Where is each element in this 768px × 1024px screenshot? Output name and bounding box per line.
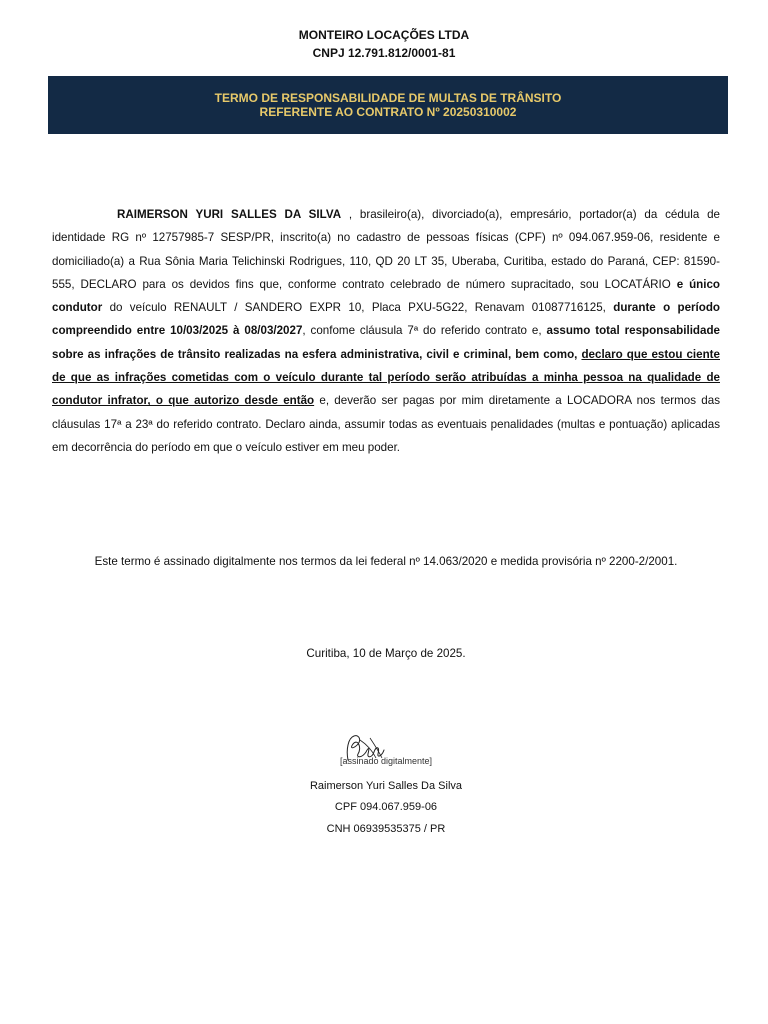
company-name: MONTEIRO LOCAÇÕES LTDA — [298, 28, 470, 42]
signer-cnh: CNH 06939535375 / PR — [326, 823, 446, 835]
rental-period: durante o período compreendido entre 10/03/2025 à 08/03/2027 — [52, 301, 721, 338]
place-and-date: Curitiba, 10 de Março de 2025. — [306, 647, 466, 660]
document-title-line2: REFERENTE AO CONTRATO Nº 20250310002 — [259, 105, 517, 119]
sole-driver-clause: e único condutor — [52, 277, 720, 315]
declaration-paragraph — [52, 203, 720, 459]
infractor-acknowledgement: declaro que estou ciente de que as infrações cometidas com o veículo durante tal período serão atribuídas a minha pessoa na qualidade de condutor infrator, o que autorizo desde então — [52, 347, 720, 408]
company-header — [0, 26, 768, 62]
signer-cpf: CPF 094.067.959-06 — [334, 801, 438, 813]
document-title-banner — [48, 76, 728, 134]
declaration-text-part-1: , brasileiro(a), divorciado(a), empresário, portador(a) da cédula de identidade RG nº 12757985-7 SESP/PR, inscrito(a) no cadastro de pessoas físicas (CPF) nº 094.067.959-06, residente e domiciliado(a) a Rua Sônia Maria Telichinski Rodrigues, 110, QD 20 LT 35, Uberaba, Curitiba, estado do Paraná, CEP: 81590-555, DECLARO para os devidos fins que, conforme contrato celebrado de número supracitado, sou LOCATÁRIO — [52, 208, 720, 291]
payment-clause: e, deverão ser pagas por mim diretamente a LOCADORA nos termos das cláusulas 17ª a 23ª do referido contrato. Declaro ainda, assumir todas as eventuais penalidades (multas e pontuação) aplicadas em decorrência do período em que o veículo estiver em meu poder. — [52, 394, 720, 454]
document-title-line1: TERMO DE RESPONSABILIDADE DE MULTAS DE TRÂNSITO — [214, 91, 562, 105]
declarant-name: RAIMERSON YURI SALLES DA SILVA — [117, 208, 342, 221]
vehicle-details: do veículo RENAULT / SANDERO EXPR 10, Placa PXU-5G22, Renavam 01087716125, — [102, 301, 614, 315]
clause-reference: , confome cláusula 7ª do referido contrato e, — [302, 324, 547, 338]
signer-name: Raimerson Yuri Salles Da Silva — [309, 780, 463, 792]
company-cnpj: CNPJ 12.791.812/0001-81 — [312, 46, 456, 60]
signature-label: [assinado digitalmente] — [339, 756, 433, 766]
responsibility-clause: assumo total responsabilidade sobre as infrações de trânsito realizadas na esfera administrativa, civil e criminal, bem como, — [52, 324, 720, 361]
digital-signature-note: Este termo é assinado digitalmente nos termos da lei federal nº 14.063/2020 e medida provisória nº 2200-2/2001. — [94, 555, 678, 568]
